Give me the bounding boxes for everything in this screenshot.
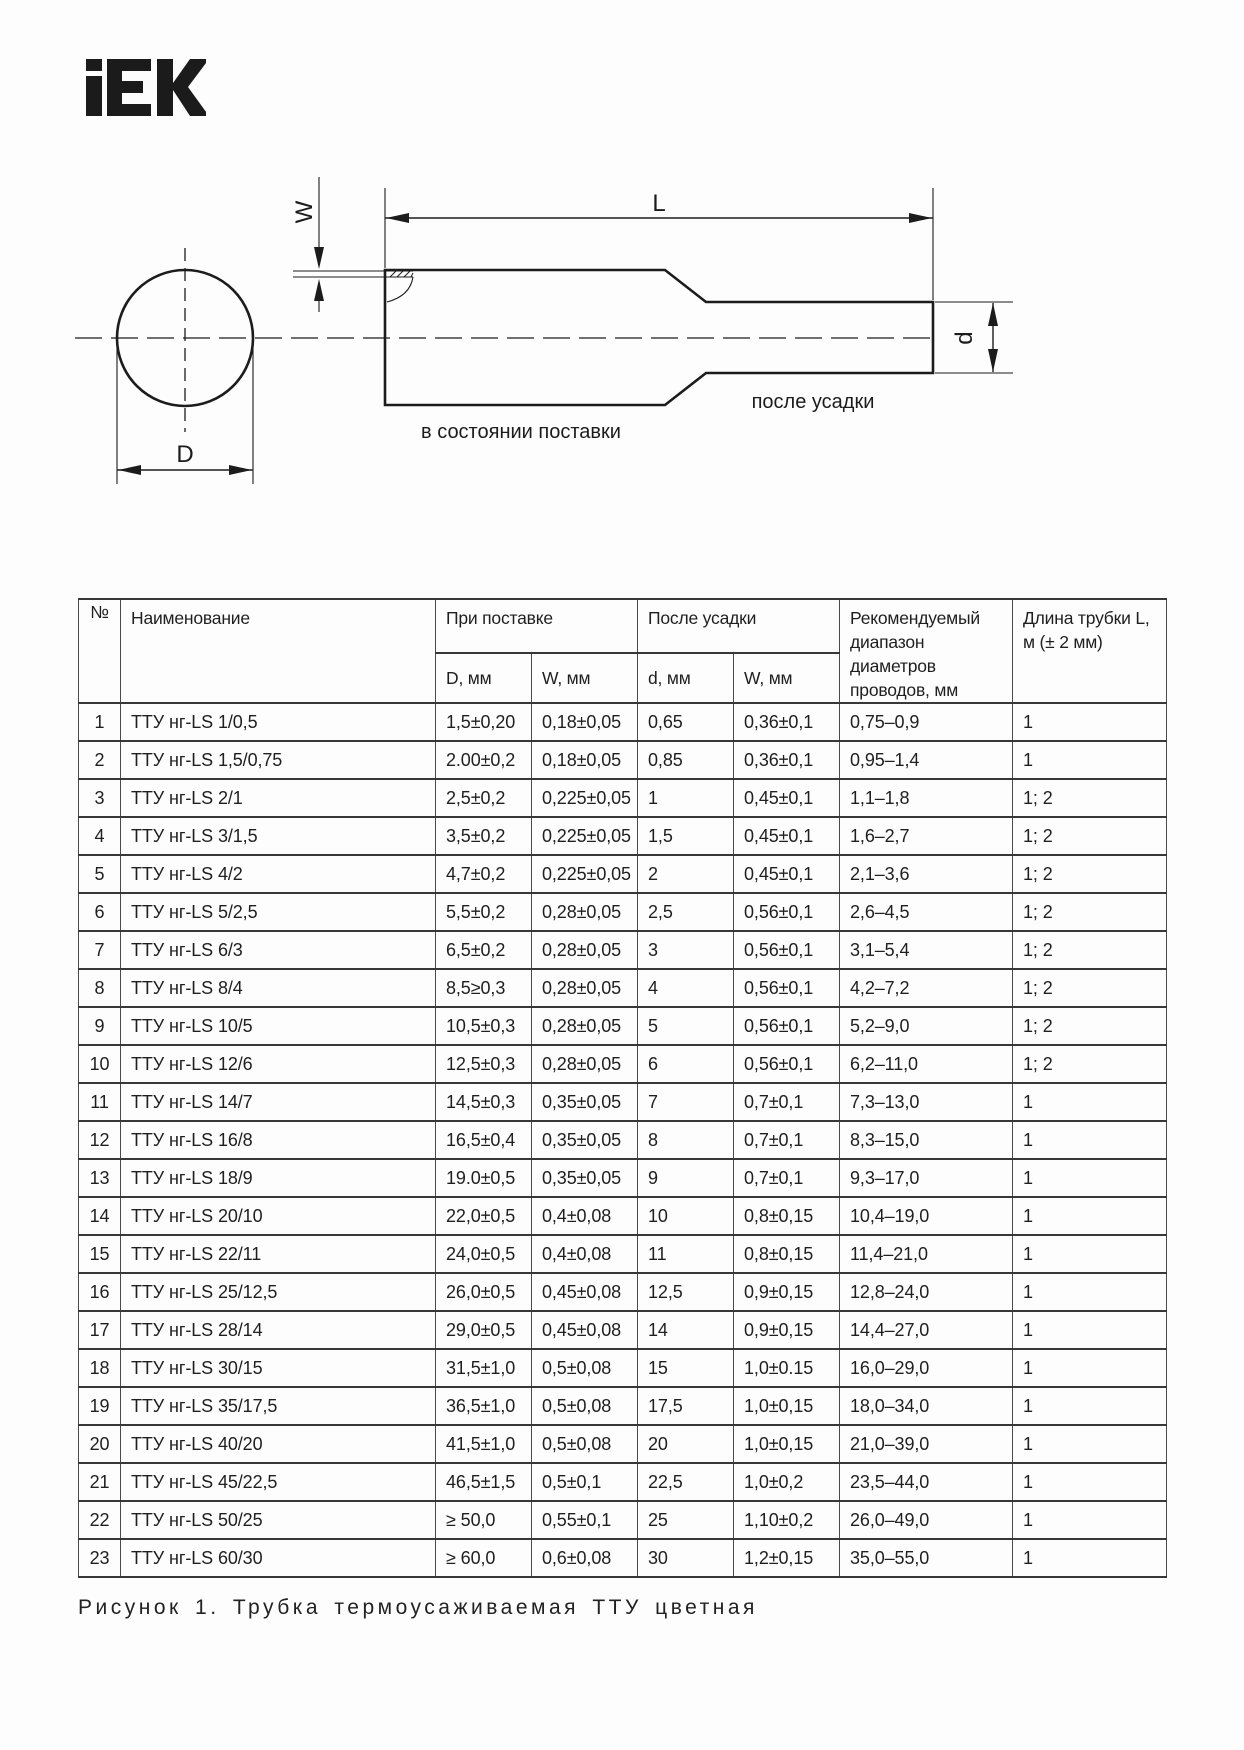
table-cell: ТТУ нг-LS 28/14 (121, 1311, 436, 1349)
table-cell: 1,0±0,15 (734, 1387, 840, 1425)
table-row (79, 1235, 1167, 1273)
table-cell: 1 (1013, 741, 1167, 779)
table-cell: 1 (1013, 1501, 1167, 1539)
table-cell: 41,5±1,0 (436, 1425, 532, 1463)
table-cell: 7 (79, 931, 121, 969)
table-cell: 0,28±0,05 (532, 969, 638, 1007)
table-cell: 9 (638, 1159, 734, 1197)
table-cell: 2,5 (638, 893, 734, 931)
table-cell: 5 (638, 1007, 734, 1045)
table-cell: 0,35±0,05 (532, 1121, 638, 1159)
table-cell: 11,4–21,0 (840, 1235, 1013, 1273)
table-cell: 16 (79, 1273, 121, 1311)
table-cell: 0,85 (638, 741, 734, 779)
table-cell: 1,2±0,15 (734, 1539, 840, 1577)
table-cell: ТТУ нг-LS 18/9 (121, 1159, 436, 1197)
table-cell: 0,28±0,05 (532, 931, 638, 969)
table-cell: 0,56±0,1 (734, 1007, 840, 1045)
table-cell: 14,5±0,3 (436, 1083, 532, 1121)
table-cell: 26,0–49,0 (840, 1501, 1013, 1539)
table-cell: 20 (79, 1425, 121, 1463)
table-cell: 0,7±0,1 (734, 1159, 840, 1197)
table-cell: ТТУ нг-LS 5/2,5 (121, 893, 436, 931)
table-cell: 1; 2 (1013, 931, 1167, 969)
dim-label-w: W (291, 200, 318, 224)
table-cell: 10,4–19,0 (840, 1197, 1013, 1235)
figure-caption: Рисунок 1. Трубка термоусаживаемая ТТУ цветная (78, 1596, 758, 1619)
col-header-tube-length: Длина трубки L, м (± 2 мм) (1013, 599, 1167, 703)
table-row (79, 1159, 1167, 1197)
table-cell: 0,35±0,05 (532, 1083, 638, 1121)
table-cell: 29,0±0,5 (436, 1311, 532, 1349)
table-cell: 0,5±0,08 (532, 1387, 638, 1425)
table-cell: ТТУ нг-LS 14/7 (121, 1083, 436, 1121)
table-cell: 4 (638, 969, 734, 1007)
table-cell: 0,56±0,1 (734, 1045, 840, 1083)
table-cell: 5 (79, 855, 121, 893)
table-cell: 18,0–34,0 (840, 1387, 1013, 1425)
table-cell: 0,18±0,05 (532, 703, 638, 741)
table-cell: 3,1–5,4 (840, 931, 1013, 969)
table-cell: 19 (79, 1387, 121, 1425)
table-row (79, 1083, 1167, 1121)
table-cell: 21 (79, 1463, 121, 1501)
table-cell: 12,5 (638, 1273, 734, 1311)
table-cell: 2,5±0,2 (436, 779, 532, 817)
table-cell: 14 (638, 1311, 734, 1349)
col-header-d-after: d, мм (638, 653, 734, 703)
table-cell: 1; 2 (1013, 893, 1167, 931)
table-row (79, 1197, 1167, 1235)
table-cell: ТТУ нг-LS 2/1 (121, 779, 436, 817)
table-cell: 1 (638, 779, 734, 817)
table-cell: 0,225±0,05 (532, 817, 638, 855)
table-cell: 25 (638, 1501, 734, 1539)
table-cell: 0,55±0,1 (532, 1501, 638, 1539)
table-cell: 0,4±0,08 (532, 1197, 638, 1235)
table-cell: 0,35±0,05 (532, 1159, 638, 1197)
table-cell: ТТУ нг-LS 60/30 (121, 1539, 436, 1577)
table-cell: 0,8±0,15 (734, 1197, 840, 1235)
label-after-shrink: после усадки (751, 391, 875, 413)
table-cell: 8,3–15,0 (840, 1121, 1013, 1159)
table-cell: 6,2–11,0 (840, 1045, 1013, 1083)
table-cell: ТТУ нг-LS 20/10 (121, 1197, 436, 1235)
table-cell: 0,225±0,05 (532, 855, 638, 893)
table-row (79, 741, 1167, 779)
table-row (79, 1463, 1167, 1501)
col-header-diameter-range: Рекомендуемый диапазон диаметров проводов, мм (840, 599, 1013, 703)
col-group-after-shrink: После усадки (638, 599, 840, 653)
table-cell: 0,36±0,1 (734, 703, 840, 741)
table-cell: 1 (1013, 1273, 1167, 1311)
table-cell: ТТУ нг-LS 45/22,5 (121, 1463, 436, 1501)
table-cell: 1 (1013, 703, 1167, 741)
table-cell: 23,5–44,0 (840, 1463, 1013, 1501)
table-cell: ТТУ нг-LS 4/2 (121, 855, 436, 893)
table-cell: ТТУ нг-LS 22/11 (121, 1235, 436, 1273)
table-row (79, 1273, 1167, 1311)
table-cell: 1 (1013, 1159, 1167, 1197)
table-cell: 2 (79, 741, 121, 779)
table-cell: 1,0±0.15 (734, 1349, 840, 1387)
table-row (79, 1501, 1167, 1539)
table-cell: 30 (638, 1539, 734, 1577)
table-cell: 1 (1013, 1197, 1167, 1235)
table-cell: 2,1–3,6 (840, 855, 1013, 893)
table-cell: 19.0±0,5 (436, 1159, 532, 1197)
table-row (79, 779, 1167, 817)
table-cell: 1,1–1,8 (840, 779, 1013, 817)
table-cell: 46,5±1,5 (436, 1463, 532, 1501)
table-cell: 0,9±0,15 (734, 1273, 840, 1311)
table-cell: 15 (638, 1349, 734, 1387)
table-cell: 0,225±0,05 (532, 779, 638, 817)
table-cell: 0,45±0,1 (734, 855, 840, 893)
table-cell: 0,8±0,15 (734, 1235, 840, 1273)
table-cell: 0,45±0,1 (734, 779, 840, 817)
spec-table-body (79, 703, 1167, 1577)
table-cell: 1,5 (638, 817, 734, 855)
col-header-W-supply: W, мм (532, 653, 638, 703)
table-cell: 16,0–29,0 (840, 1349, 1013, 1387)
table-cell: 1; 2 (1013, 969, 1167, 1007)
table-cell: 1 (1013, 1311, 1167, 1349)
table-cell: 8 (79, 969, 121, 1007)
table-cell: 1 (1013, 1539, 1167, 1577)
table-cell: 17 (79, 1311, 121, 1349)
table-cell: 12 (79, 1121, 121, 1159)
table-cell: 6,5±0,2 (436, 931, 532, 969)
table-cell: 0,7±0,1 (734, 1083, 840, 1121)
table-cell: 26,0±0,5 (436, 1273, 532, 1311)
table-cell: 11 (638, 1235, 734, 1273)
table-cell: ≥ 60,0 (436, 1539, 532, 1577)
table-cell: ТТУ нг-LS 10/5 (121, 1007, 436, 1045)
table-cell: ≥ 50,0 (436, 1501, 532, 1539)
table-cell: 15 (79, 1235, 121, 1273)
table-cell: 1 (1013, 1349, 1167, 1387)
table-cell: 1; 2 (1013, 855, 1167, 893)
table-cell: ТТУ нг-LS 25/12,5 (121, 1273, 436, 1311)
table-row (79, 1425, 1167, 1463)
table-cell: ТТУ нг-LS 6/3 (121, 931, 436, 969)
table-cell: 2.00±0,2 (436, 741, 532, 779)
spec-table-header (79, 599, 1167, 703)
table-cell: 35,0–55,0 (840, 1539, 1013, 1577)
table-cell: 20 (638, 1425, 734, 1463)
table-cell: 0,9±0,15 (734, 1311, 840, 1349)
table-cell: 8 (638, 1121, 734, 1159)
table-cell: 1; 2 (1013, 779, 1167, 817)
dim-label-l: L (652, 190, 666, 217)
table-cell: 21,0–39,0 (840, 1425, 1013, 1463)
table-cell: 0,95–1,4 (840, 741, 1013, 779)
table-cell: 1 (1013, 1425, 1167, 1463)
table-row (79, 1121, 1167, 1159)
table-cell: ТТУ нг-LS 40/20 (121, 1425, 436, 1463)
table-cell: 4 (79, 817, 121, 855)
table-cell: 0,7±0,1 (734, 1121, 840, 1159)
table-cell: ТТУ нг-LS 1/0,5 (121, 703, 436, 741)
table-cell: ТТУ нг-LS 3/1,5 (121, 817, 436, 855)
table-row (79, 817, 1167, 855)
table-cell: 10 (79, 1045, 121, 1083)
table-cell: 1; 2 (1013, 817, 1167, 855)
table-cell: 1 (1013, 1121, 1167, 1159)
col-header-W-after: W, мм (734, 653, 840, 703)
dim-label-cap-d: D (176, 441, 194, 468)
table-cell: 9 (79, 1007, 121, 1045)
table-cell: 36,5±1,0 (436, 1387, 532, 1425)
table-cell: 0,6±0,08 (532, 1539, 638, 1577)
table-cell: 5,5±0,2 (436, 893, 532, 931)
table-cell: 0,4±0,08 (532, 1235, 638, 1273)
table-cell: ТТУ нг-LS 16/8 (121, 1121, 436, 1159)
table-cell: 1 (1013, 1235, 1167, 1273)
table-cell: 1,6–2,7 (840, 817, 1013, 855)
table-cell: 0,45±0,08 (532, 1273, 638, 1311)
col-header-name: Наименование (121, 599, 436, 703)
table-cell: ТТУ нг-LS 35/17,5 (121, 1387, 436, 1425)
table-cell: 0,75–0,9 (840, 703, 1013, 741)
table-cell: 2,6–4,5 (840, 893, 1013, 931)
table-cell: 1,0±0,2 (734, 1463, 840, 1501)
table-cell: 22,0±0,5 (436, 1197, 532, 1235)
table-cell: 14,4–27,0 (840, 1311, 1013, 1349)
table-cell: 5,2–9,0 (840, 1007, 1013, 1045)
table-row (79, 1045, 1167, 1083)
table-cell: 3,5±0,2 (436, 817, 532, 855)
table-cell: 0,45±0,1 (734, 817, 840, 855)
table-cell: 0,5±0,1 (532, 1463, 638, 1501)
table-cell: 16,5±0,4 (436, 1121, 532, 1159)
table-cell: ТТУ нг-LS 1,5/0,75 (121, 741, 436, 779)
table-cell: 1,0±0,15 (734, 1425, 840, 1463)
table-cell: 24,0±0,5 (436, 1235, 532, 1273)
table-cell: 0,45±0,08 (532, 1311, 638, 1349)
tube-technical-drawing (60, 170, 1060, 500)
table-cell: 1 (79, 703, 121, 741)
spec-table-container (78, 598, 1166, 1578)
table-cell: 1 (1013, 1083, 1167, 1121)
table-cell: 2 (638, 855, 734, 893)
table-row (79, 1539, 1167, 1577)
table-cell: 12,8–24,0 (840, 1273, 1013, 1311)
label-supply-state: в состоянии поставки (421, 421, 621, 443)
table-cell: ТТУ нг-LS 50/25 (121, 1501, 436, 1539)
table-cell: 1; 2 (1013, 1045, 1167, 1083)
table-cell: 14 (79, 1197, 121, 1235)
table-row (79, 893, 1167, 931)
table-row (79, 703, 1167, 741)
table-cell: 0,36±0,1 (734, 741, 840, 779)
table-cell: 1,10±0,2 (734, 1501, 840, 1539)
table-cell: 0,5±0,08 (532, 1349, 638, 1387)
table-cell: 11 (79, 1083, 121, 1121)
table-cell: 4,2–7,2 (840, 969, 1013, 1007)
table-cell: 0,65 (638, 703, 734, 741)
table-cell: 23 (79, 1539, 121, 1577)
table-cell: 7 (638, 1083, 734, 1121)
dim-label-small-d: d (951, 331, 978, 345)
table-row (79, 1349, 1167, 1387)
table-cell: 13 (79, 1159, 121, 1197)
table-cell: 0,56±0,1 (734, 893, 840, 931)
table-row (79, 855, 1167, 893)
table-cell: 0,56±0,1 (734, 931, 840, 969)
table-row (79, 969, 1167, 1007)
table-cell: 0,28±0,05 (532, 1045, 638, 1083)
table-cell: 22 (79, 1501, 121, 1539)
table-cell: 1 (1013, 1463, 1167, 1501)
table-cell: 0,18±0,05 (532, 741, 638, 779)
table-row (79, 1387, 1167, 1425)
table-cell: 1,5±0,20 (436, 703, 532, 741)
table-cell: 22,5 (638, 1463, 734, 1501)
col-header-num: № (79, 599, 121, 703)
table-cell: 6 (79, 893, 121, 931)
table-cell: 1 (1013, 1387, 1167, 1425)
table-cell: 1; 2 (1013, 1007, 1167, 1045)
table-cell: 7,3–13,0 (840, 1083, 1013, 1121)
table-cell: 0,28±0,05 (532, 893, 638, 931)
table-cell: 8,5≥0,3 (436, 969, 532, 1007)
table-cell: ТТУ нг-LS 8/4 (121, 969, 436, 1007)
table-cell: 9,3–17,0 (840, 1159, 1013, 1197)
col-header-D-supply: D, мм (436, 653, 532, 703)
table-cell: 0,28±0,05 (532, 1007, 638, 1045)
table-cell: 12,5±0,3 (436, 1045, 532, 1083)
table-cell: 10,5±0,3 (436, 1007, 532, 1045)
table-cell: 4,7±0,2 (436, 855, 532, 893)
table-cell: 17,5 (638, 1387, 734, 1425)
table-cell: 31,5±1,0 (436, 1349, 532, 1387)
table-cell: 10 (638, 1197, 734, 1235)
table-cell: ТТУ нг-LS 12/6 (121, 1045, 436, 1083)
table-cell: 18 (79, 1349, 121, 1387)
table-cell: 6 (638, 1045, 734, 1083)
table-cell: ТТУ нг-LS 30/15 (121, 1349, 436, 1387)
table-row (79, 1007, 1167, 1045)
iek-logo (86, 57, 206, 116)
table-cell: 0,56±0,1 (734, 969, 840, 1007)
table-row (79, 1311, 1167, 1349)
table-cell: 3 (79, 779, 121, 817)
table-cell: 0,5±0,08 (532, 1425, 638, 1463)
table-cell: 3 (638, 931, 734, 969)
spec-table (78, 598, 1167, 1578)
col-group-at-supply: При поставке (436, 599, 638, 653)
table-row (79, 931, 1167, 969)
